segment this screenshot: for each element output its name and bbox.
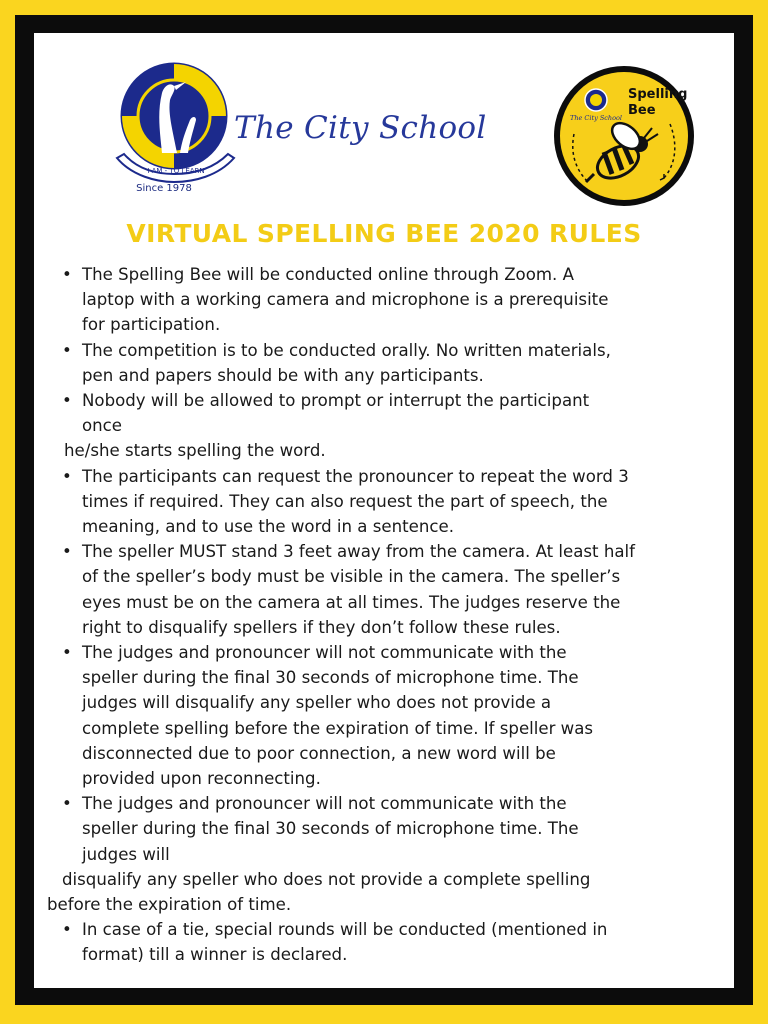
- rule-line: laptop with a working camera and microphone is a prerequisite: [82, 290, 609, 310]
- page-title: VIRTUAL SPELLING BEE 2020 RULES: [126, 219, 642, 248]
- rule-continuation: before the expiration of time.: [47, 895, 292, 915]
- bullet-icon: •: [62, 920, 72, 940]
- rule-line: The Spelling Bee will be conducted online through Zoom. A: [82, 265, 574, 284]
- rule-line: meaning, and to use the word in a sentence.: [82, 517, 454, 537]
- bullet-icon: •: [62, 466, 72, 486]
- rule-line: The judges and pronouncer will not communicate with the: [82, 643, 567, 663]
- rule-line: complete spelling before the expiration of time. If speller was: [82, 718, 594, 738]
- rule-line: right to disqualify spellers if they don’t follow these rules.: [82, 617, 561, 637]
- rule-continuation: disqualify any speller who does not provide a complete spelling: [62, 869, 591, 889]
- rule-item: [34, 539, 734, 640]
- rule-line: In case of a tie, special rounds will be conducted (mentioned in: [82, 920, 608, 940]
- crest-motto-text: I AM - TO LEARN: [147, 167, 205, 175]
- rule-item: [34, 388, 734, 438]
- bullet-icon: •: [62, 643, 72, 663]
- since-year: Since 1978: [136, 183, 192, 194]
- badge-title-line1: Spelling: [628, 87, 688, 102]
- rule-item: [34, 464, 734, 540]
- rule-line: The judges and pronouncer will not communicate with the: [82, 794, 567, 814]
- rule-line: times if required. They can also request the part of speech, the: [82, 491, 608, 511]
- rule-line: provided upon reconnecting.: [82, 769, 321, 789]
- rules-list: [34, 262, 734, 968]
- rule-item: [34, 917, 734, 967]
- badge-title-line2: Bee: [628, 103, 656, 118]
- badge-school-text: The City School: [569, 114, 623, 122]
- bullet-icon: •: [62, 794, 72, 814]
- rule-line: for participation.: [82, 315, 221, 335]
- bullet-icon: •: [62, 265, 72, 284]
- rule-line: disconnected due to poor connection, a new word will be: [82, 743, 556, 763]
- rule-line: pen and papers should be with any participants.: [82, 365, 484, 385]
- rule-continuation: he/she starts spelling the word.: [64, 441, 326, 461]
- rule-line: judges will: [82, 844, 170, 864]
- document-sheet: [34, 33, 734, 988]
- rule-line: speller during the final 30 seconds of microphone time. The: [82, 819, 579, 839]
- rule-line: Nobody will be allowed to prompt or interrupt the participant: [82, 391, 590, 411]
- bullet-icon: •: [62, 391, 72, 411]
- rule-line: The speller MUST stand 3 feet away from the camera. At least half: [82, 542, 635, 562]
- rule-item: [34, 640, 734, 791]
- rule-item: [34, 791, 734, 867]
- rule-item: [34, 338, 734, 388]
- rule-line: judges will disqualify any speller who does not provide a: [82, 693, 552, 713]
- rule-line: of the speller’s body must be visible in the camera. The speller’s: [82, 567, 621, 587]
- rule-line: eyes must be on the camera at all times. The judges reserve the: [82, 592, 621, 612]
- rule-line: once: [82, 416, 123, 436]
- school-name: The City School: [234, 110, 487, 146]
- rule-line: The competition is to be conducted orally. No written materials,: [82, 340, 611, 360]
- bullet-icon: •: [62, 542, 72, 562]
- bullet-icon: •: [62, 340, 72, 360]
- spelling-bee-badge: [552, 64, 696, 208]
- rule-item: [34, 262, 734, 338]
- rule-line: speller during the final 30 seconds of microphone time. The: [82, 668, 579, 688]
- rule-line: format) till a winner is declared.: [82, 945, 348, 965]
- rule-line: The participants can request the pronouncer to repeat the word 3: [82, 466, 629, 486]
